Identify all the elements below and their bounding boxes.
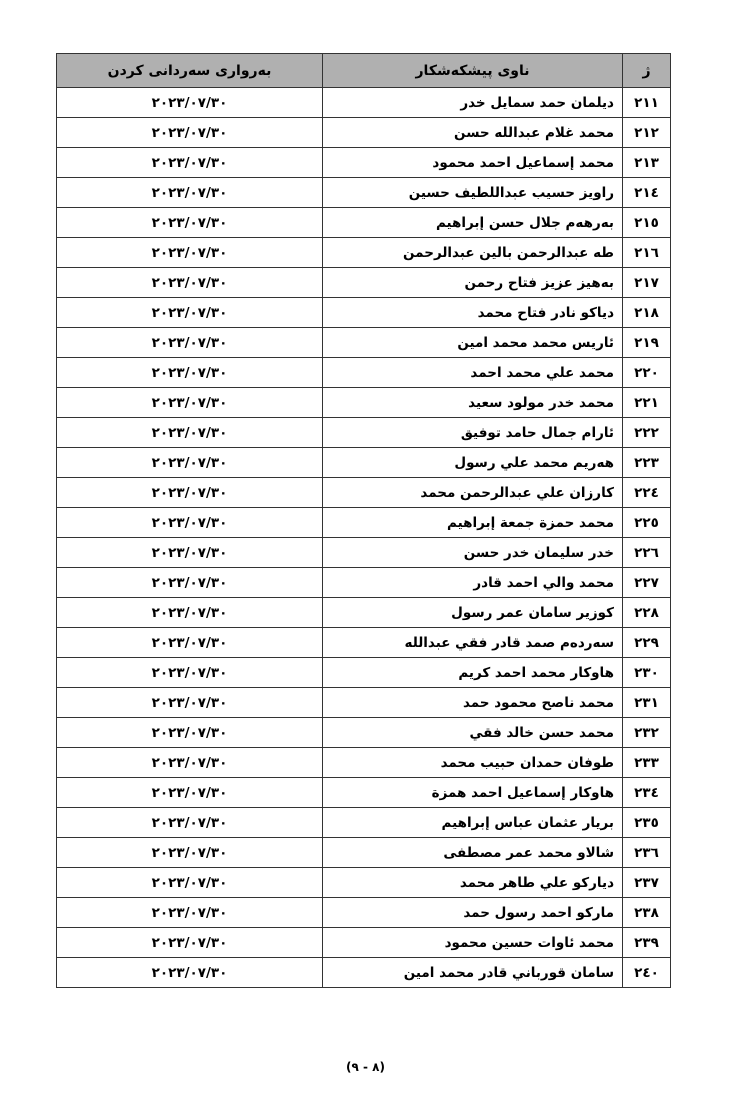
table-row [57, 388, 671, 418]
row-number: ٢٣٥ [623, 808, 671, 838]
table-row [57, 508, 671, 538]
visitor-name: ديلمان حمد سمايل خدر [323, 88, 623, 118]
table-row [57, 418, 671, 448]
table-row [57, 688, 671, 718]
visit-date: ٢٠٢٣/٠٧/٣٠ [57, 448, 323, 478]
table-row [57, 748, 671, 778]
row-number: ٢٣٧ [623, 868, 671, 898]
visitor-name: سەردەم صمد قادر فقي عبدالله [323, 628, 623, 658]
table-row [57, 808, 671, 838]
row-number: ٢٢٧ [623, 568, 671, 598]
table-row [57, 928, 671, 958]
table-row [57, 598, 671, 628]
table-row [57, 328, 671, 358]
table-row [57, 118, 671, 148]
row-number: ٢٢٢ [623, 418, 671, 448]
table-row [57, 628, 671, 658]
row-number: ٢٤٠ [623, 958, 671, 988]
row-number: ٢١٤ [623, 178, 671, 208]
visitor-name: شالاو محمد عمر مصطفى [323, 838, 623, 868]
row-number: ٢٣٢ [623, 718, 671, 748]
visit-date: ٢٠٢٣/٠٧/٣٠ [57, 298, 323, 328]
table-row [57, 958, 671, 988]
visitor-name: بريار عثمان عباس إبراهيم [323, 808, 623, 838]
visitor-name: طوفان حمدان حبيب محمد [323, 748, 623, 778]
visitor-name: راويز حسيب عبداللطيف حسين [323, 178, 623, 208]
visit-date: ٢٠٢٣/٠٧/٣٠ [57, 358, 323, 388]
table-row [57, 538, 671, 568]
row-number: ٢١٣ [623, 148, 671, 178]
visitor-name: محمد ئاوات حسين محمود [323, 928, 623, 958]
row-number: ٢٣٠ [623, 658, 671, 688]
visitor-name: طه عبدالرحمن بالين عبدالرحمن [323, 238, 623, 268]
visitor-name: محمد غلام عبدالله حسن [323, 118, 623, 148]
visitor-name: محمد ناصح محمود حمد [323, 688, 623, 718]
visit-date: ٢٠٢٣/٠٧/٣٠ [57, 88, 323, 118]
row-number: ٢١١ [623, 88, 671, 118]
row-number: ٢١٥ [623, 208, 671, 238]
header-row [57, 54, 671, 88]
row-number: ٢٣٩ [623, 928, 671, 958]
table-row [57, 898, 671, 928]
visit-date: ٢٠٢٣/٠٧/٣٠ [57, 238, 323, 268]
visitor-table [56, 53, 671, 988]
visitor-name: كوزير سامان عمر رسول [323, 598, 623, 628]
visit-date: ٢٠٢٣/٠٧/٣٠ [57, 928, 323, 958]
visit-date: ٢٠٢٣/٠٧/٣٠ [57, 748, 323, 778]
table-row [57, 268, 671, 298]
row-number: ٢١٢ [623, 118, 671, 148]
table-row [57, 178, 671, 208]
table-row [57, 88, 671, 118]
visit-date: ٢٠٢٣/٠٧/٣٠ [57, 688, 323, 718]
visit-date: ٢٠٢٣/٠٧/٣٠ [57, 838, 323, 868]
visit-date: ٢٠٢٣/٠٧/٣٠ [57, 178, 323, 208]
visit-date: ٢٠٢٣/٠٧/٣٠ [57, 958, 323, 988]
table-row [57, 778, 671, 808]
visit-date: ٢٠٢٣/٠٧/٣٠ [57, 778, 323, 808]
visit-date: ٢٠٢٣/٠٧/٣٠ [57, 898, 323, 928]
row-number: ٢١٧ [623, 268, 671, 298]
visitor-name: هەريم محمد علي رسول [323, 448, 623, 478]
row-number: ٢٢٥ [623, 508, 671, 538]
visit-date: ٢٠٢٣/٠٧/٣٠ [57, 658, 323, 688]
visit-date: ٢٠٢٣/٠٧/٣٠ [57, 328, 323, 358]
visit-date: ٢٠٢٣/٠٧/٣٠ [57, 628, 323, 658]
table-row [57, 568, 671, 598]
visit-date: ٢٠٢٣/٠٧/٣٠ [57, 868, 323, 898]
table-row [57, 838, 671, 868]
visit-date: ٢٠٢٣/٠٧/٣٠ [57, 148, 323, 178]
row-number: ٢٢٦ [623, 538, 671, 568]
row-number: ٢١٩ [623, 328, 671, 358]
table-row [57, 448, 671, 478]
visitor-name: بەهيز عزيز فتاح رحمن [323, 268, 623, 298]
table-row [57, 718, 671, 748]
row-number: ٢٣١ [623, 688, 671, 718]
page-number: (٨ - ٩) [346, 1060, 385, 1074]
visitor-name: محمد حمزة جمعة إبراهيم [323, 508, 623, 538]
visitor-name: محمد حسن خالد فقي [323, 718, 623, 748]
column-header-name: ناوی پیشکەشکار [323, 54, 623, 88]
table-row [57, 298, 671, 328]
visitor-name: محمد إسماعيل احمد محمود [323, 148, 623, 178]
visit-date: ٢٠٢٣/٠٧/٣٠ [57, 598, 323, 628]
visitor-name: محمد خدر مولود سعيد [323, 388, 623, 418]
visit-date: ٢٠٢٣/٠٧/٣٠ [57, 718, 323, 748]
column-header-visit-date: بەرواری سەردانی کردن [57, 54, 323, 88]
visit-date: ٢٠٢٣/٠٧/٣٠ [57, 478, 323, 508]
visitor-name: ئارام جمال حامد توفيق [323, 418, 623, 448]
visit-date: ٢٠٢٣/٠٧/٣٠ [57, 118, 323, 148]
table-row [57, 478, 671, 508]
visit-date: ٢٠٢٣/٠٧/٣٠ [57, 808, 323, 838]
visit-date: ٢٠٢٣/٠٧/٣٠ [57, 268, 323, 298]
visit-date: ٢٠٢٣/٠٧/٣٠ [57, 568, 323, 598]
row-number: ٢٣٨ [623, 898, 671, 928]
visitor-name: دياركو علي طاهر محمد [323, 868, 623, 898]
table-row [57, 658, 671, 688]
visitor-name: ماركو احمد رسول حمد [323, 898, 623, 928]
row-number: ٢٢١ [623, 388, 671, 418]
visit-date: ٢٠٢٣/٠٧/٣٠ [57, 388, 323, 418]
row-number: ٢٣٤ [623, 778, 671, 808]
row-number: ٢١٨ [623, 298, 671, 328]
visit-date: ٢٠٢٣/٠٧/٣٠ [57, 538, 323, 568]
row-number: ٢٣٦ [623, 838, 671, 868]
table-row [57, 148, 671, 178]
visitor-name: محمد علي محمد احمد [323, 358, 623, 388]
visitor-name: محمد والي احمد قادر [323, 568, 623, 598]
visit-date: ٢٠٢٣/٠٧/٣٠ [57, 208, 323, 238]
table-row [57, 868, 671, 898]
table-row [57, 238, 671, 268]
row-number: ٢٢٨ [623, 598, 671, 628]
table-header [57, 54, 671, 88]
visit-date: ٢٠٢٣/٠٧/٣٠ [57, 508, 323, 538]
row-number: ٢٢٩ [623, 628, 671, 658]
row-number: ٢١٦ [623, 238, 671, 268]
visitor-list-sheet [56, 53, 670, 988]
column-header-number: ژ [623, 54, 671, 88]
table-row [57, 358, 671, 388]
visitor-name: هاوكار إسماعيل احمد همزة [323, 778, 623, 808]
visitor-name: خدر سليمان خدر حسن [323, 538, 623, 568]
row-number: ٢٢٠ [623, 358, 671, 388]
row-number: ٢٣٣ [623, 748, 671, 778]
visit-date: ٢٠٢٣/٠٧/٣٠ [57, 418, 323, 448]
visitor-name: كارزان علي عبدالرحمن محمد [323, 478, 623, 508]
visitor-name: دياكو نادر فتاح محمد [323, 298, 623, 328]
visitor-name: سامان قورباني قادر محمد امين [323, 958, 623, 988]
table-row [57, 208, 671, 238]
row-number: ٢٢٣ [623, 448, 671, 478]
row-number: ٢٢٤ [623, 478, 671, 508]
table-body [57, 88, 671, 988]
visitor-name: هاوكار محمد احمد كريم [323, 658, 623, 688]
visitor-name: ئاريس محمد محمد امين [323, 328, 623, 358]
visitor-name: بەرهەم جلال حسن إبراهيم [323, 208, 623, 238]
